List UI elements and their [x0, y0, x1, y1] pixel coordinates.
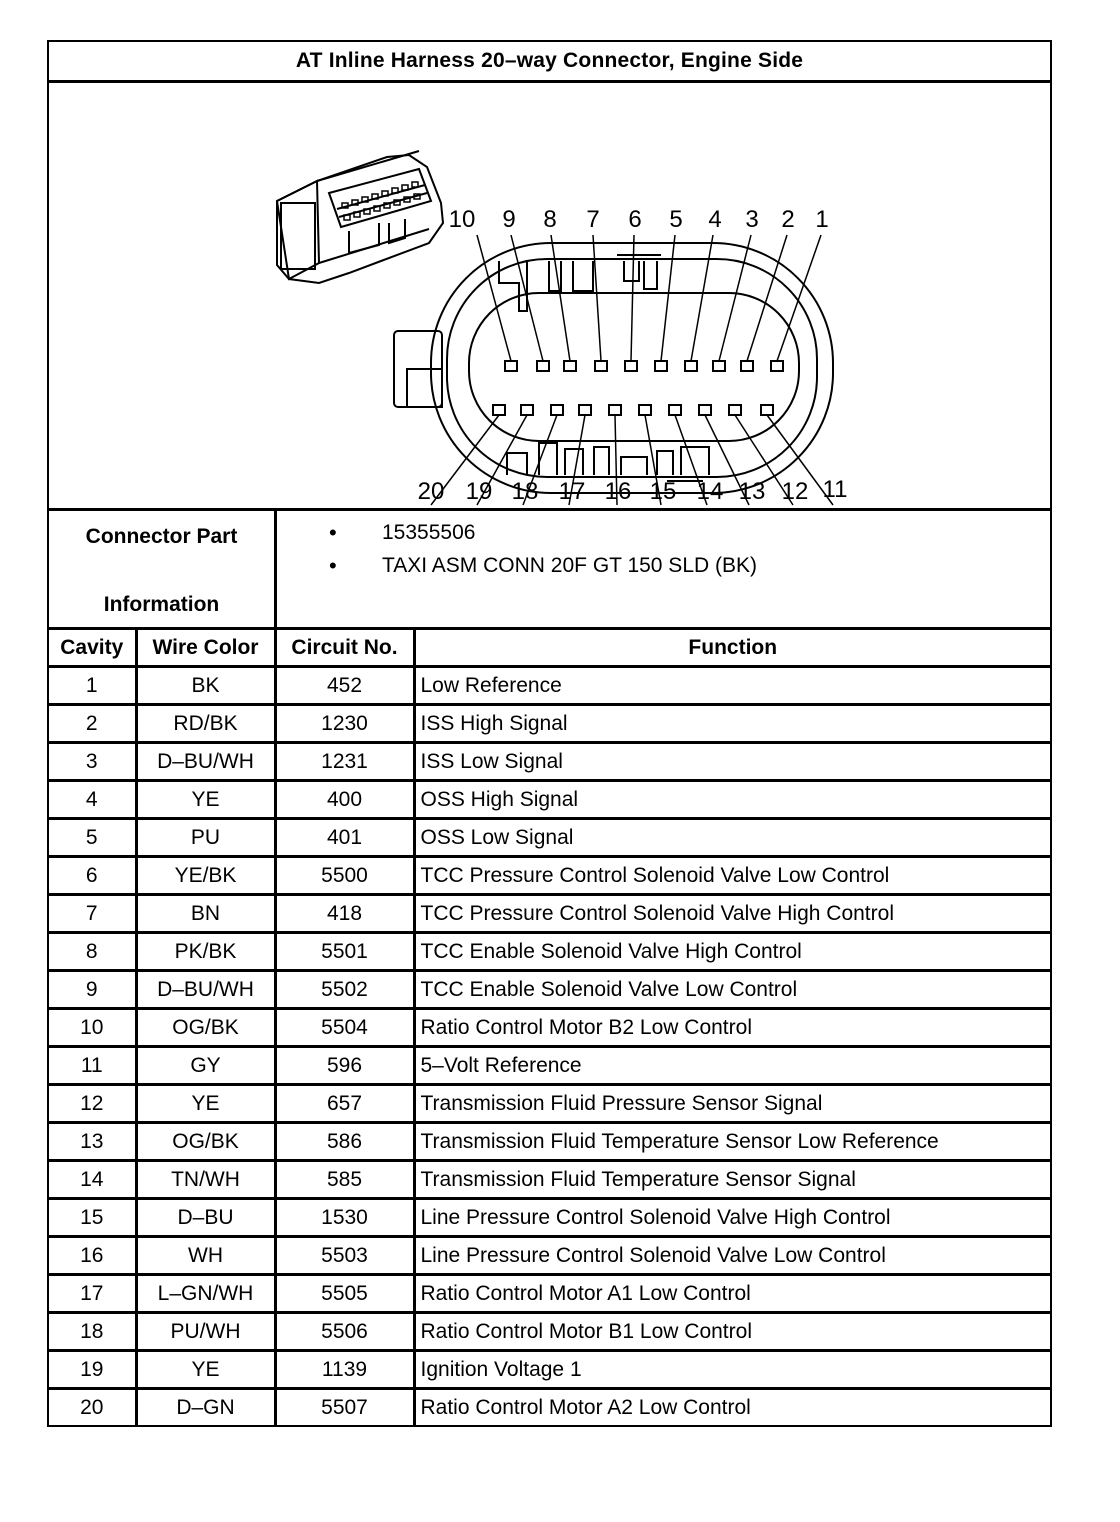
- wire-color-cell: BK: [136, 667, 275, 705]
- cavity-cell: 12: [49, 1085, 136, 1123]
- pin-label: 7: [586, 206, 600, 233]
- table-row: [49, 667, 1050, 705]
- table-row: [49, 895, 1050, 933]
- function-cell: OSS Low Signal: [414, 819, 1050, 857]
- cavity-cell: 4: [49, 781, 136, 819]
- table-row: [49, 1237, 1050, 1275]
- function-cell: ISS High Signal: [414, 705, 1050, 743]
- wire-color-cell: PK/BK: [136, 933, 275, 971]
- circuit-no-cell: 585: [275, 1161, 414, 1199]
- wire-color-cell: YE: [136, 1085, 275, 1123]
- circuit-no-cell: 400: [275, 781, 414, 819]
- wire-color-cell: D–BU/WH: [136, 971, 275, 1009]
- circuit-no-cell: 5505: [275, 1275, 414, 1313]
- pin-label: 4: [708, 206, 722, 233]
- table-body: [49, 667, 1050, 1426]
- cavity-cell: 19: [49, 1351, 136, 1389]
- cavity-cell: 13: [49, 1123, 136, 1161]
- pin-label: 17: [558, 478, 586, 505]
- pin-label: 16: [604, 478, 632, 505]
- pin-label: 8: [543, 206, 557, 233]
- circuit-no-cell: 5501: [275, 933, 414, 971]
- circuit-no-cell: 1231: [275, 743, 414, 781]
- function-cell: Line Pressure Control Solenoid Valve Low Control: [414, 1237, 1050, 1275]
- cavity-cell: 18: [49, 1313, 136, 1351]
- cavity-cell: 10: [49, 1009, 136, 1047]
- circuit-no-cell: 452: [275, 667, 414, 705]
- circuit-no-cell: 1139: [275, 1351, 414, 1389]
- wire-color-cell: L–GN/WH: [136, 1275, 275, 1313]
- wire-color-cell: D–BU: [136, 1199, 275, 1237]
- circuit-no-cell: 5507: [275, 1389, 414, 1426]
- cavity-cell: 8: [49, 933, 136, 971]
- wire-color-cell: TN/WH: [136, 1161, 275, 1199]
- function-cell: Ratio Control Motor A1 Low Control: [414, 1275, 1050, 1313]
- cavity-cell: 7: [49, 895, 136, 933]
- wire-color-cell: PU/WH: [136, 1313, 275, 1351]
- table-row: [49, 857, 1050, 895]
- pin-label: 6: [628, 206, 642, 233]
- circuit-no-cell: 5500: [275, 857, 414, 895]
- wire-color-cell: RD/BK: [136, 705, 275, 743]
- wire-color-cell: OG/BK: [136, 1009, 275, 1047]
- top-leader-lines: [477, 235, 821, 361]
- table-row: [49, 819, 1050, 857]
- cavity-cell: 6: [49, 857, 136, 895]
- table-row: [49, 781, 1050, 819]
- pin-label: 11: [822, 476, 848, 503]
- function-cell: Line Pressure Control Solenoid Valve High Control: [414, 1199, 1050, 1237]
- pin-label: 10: [448, 206, 476, 233]
- wire-color-cell: WH: [136, 1237, 275, 1275]
- function-cell: Ignition Voltage 1: [414, 1351, 1050, 1389]
- part-info-label: [49, 511, 277, 627]
- table-row: [49, 1009, 1050, 1047]
- circuit-no-cell: 1530: [275, 1199, 414, 1237]
- cavity-cell: 5: [49, 819, 136, 857]
- wire-color-cell: D–BU/WH: [136, 743, 275, 781]
- page-title: AT Inline Harness 20–way Connector, Engine Side: [49, 42, 1050, 83]
- wire-color-cell: BN: [136, 895, 275, 933]
- pin-label: 19: [465, 478, 493, 505]
- connector-part-info: [49, 511, 1050, 630]
- function-cell: Ratio Control Motor B1 Low Control: [414, 1313, 1050, 1351]
- circuit-no-cell: 5504: [275, 1009, 414, 1047]
- part-number: 15355506: [382, 521, 476, 544]
- pin-label: 20: [417, 478, 445, 505]
- wire-color-cell: YE: [136, 781, 275, 819]
- cavity-cell: 1: [49, 667, 136, 705]
- circuit-no-cell: 1230: [275, 705, 414, 743]
- wire-color-cell: PU: [136, 819, 275, 857]
- connector-face: [394, 243, 833, 493]
- table-row: [49, 1047, 1050, 1085]
- table-row: [49, 1389, 1050, 1426]
- function-cell: OSS High Signal: [414, 781, 1050, 819]
- pin-label: 9: [502, 206, 516, 233]
- cavity-cell: 2: [49, 705, 136, 743]
- cavity-cell: 20: [49, 1389, 136, 1426]
- pin-label: 18: [511, 478, 539, 505]
- connector-iso-icon: [277, 151, 443, 283]
- header-wire-color: Wire Color: [136, 630, 275, 667]
- header-circuit-no: Circuit No.: [275, 630, 414, 667]
- part-info-label-line1: Connector Part: [85, 525, 238, 548]
- function-cell: Transmission Fluid Temperature Sensor Signal: [414, 1161, 1050, 1199]
- function-cell: Low Reference: [414, 667, 1050, 705]
- part-info-values: [277, 511, 1050, 627]
- function-cell: Ratio Control Motor A2 Low Control: [414, 1389, 1050, 1426]
- circuit-no-cell: 5502: [275, 971, 414, 1009]
- cavity-cell: 3: [49, 743, 136, 781]
- pin-label: 1: [815, 206, 829, 233]
- table-row: [49, 1161, 1050, 1199]
- table-row: [49, 1123, 1050, 1161]
- cavity-cell: 16: [49, 1237, 136, 1275]
- wire-color-cell: OG/BK: [136, 1123, 275, 1161]
- connector-figure: [49, 83, 1050, 511]
- bottom-row-cavities: [493, 405, 773, 415]
- cavity-cell: 11: [49, 1047, 136, 1085]
- pin-label: 3: [745, 206, 759, 233]
- table-row: [49, 1275, 1050, 1313]
- function-cell: Transmission Fluid Temperature Sensor Low Reference: [414, 1123, 1050, 1161]
- circuit-no-cell: 586: [275, 1123, 414, 1161]
- function-cell: TCC Enable Solenoid Valve High Control: [414, 933, 1050, 971]
- function-cell: Ratio Control Motor B2 Low Control: [414, 1009, 1050, 1047]
- bullet: •: [329, 553, 337, 578]
- circuit-no-cell: 596: [275, 1047, 414, 1085]
- function-cell: TCC Pressure Control Solenoid Valve High Control: [414, 895, 1050, 933]
- function-cell: 5–Volt Reference: [414, 1047, 1050, 1085]
- cavity-cell: 15: [49, 1199, 136, 1237]
- table-row: [49, 933, 1050, 971]
- table-row: [49, 1313, 1050, 1351]
- wire-color-cell: YE: [136, 1351, 275, 1389]
- circuit-no-cell: 5503: [275, 1237, 414, 1275]
- table-header-row: [49, 630, 1050, 667]
- pin-label: 12: [781, 478, 809, 505]
- top-row-cavities: [505, 361, 783, 371]
- header-function: Function: [414, 630, 1050, 667]
- cavity-cell: 17: [49, 1275, 136, 1313]
- circuit-no-cell: 401: [275, 819, 414, 857]
- table-row: [49, 705, 1050, 743]
- pinout-table: [49, 630, 1050, 1425]
- table-row: [49, 1085, 1050, 1123]
- function-cell: TCC Enable Solenoid Valve Low Control: [414, 971, 1050, 1009]
- wire-color-cell: GY: [136, 1047, 275, 1085]
- table-row: [49, 1351, 1050, 1389]
- header-cavity: Cavity: [49, 630, 136, 667]
- connector-sheet: [47, 40, 1052, 1427]
- pin-label: 15: [649, 478, 677, 505]
- table-row: [49, 971, 1050, 1009]
- table-row: [49, 1199, 1050, 1237]
- bullet: •: [329, 520, 337, 545]
- pin-label: 13: [738, 478, 766, 505]
- connector-diagram: [49, 83, 1050, 508]
- circuit-no-cell: 5506: [275, 1313, 414, 1351]
- pin-label: 2: [781, 206, 795, 233]
- circuit-no-cell: 418: [275, 895, 414, 933]
- wire-color-cell: D–GN: [136, 1389, 275, 1426]
- pin-label: 14: [696, 478, 724, 505]
- table-row: [49, 743, 1050, 781]
- pin-label: 5: [669, 206, 683, 233]
- cavity-cell: 14: [49, 1161, 136, 1199]
- wire-color-cell: YE/BK: [136, 857, 275, 895]
- part-info-label-line2: Information: [103, 593, 220, 616]
- function-cell: ISS Low Signal: [414, 743, 1050, 781]
- function-cell: Transmission Fluid Pressure Sensor Signal: [414, 1085, 1050, 1123]
- part-description: TAXI ASM CONN 20F GT 150 SLD (BK): [382, 554, 757, 577]
- cavity-cell: 9: [49, 971, 136, 1009]
- circuit-no-cell: 657: [275, 1085, 414, 1123]
- function-cell: TCC Pressure Control Solenoid Valve Low Control: [414, 857, 1050, 895]
